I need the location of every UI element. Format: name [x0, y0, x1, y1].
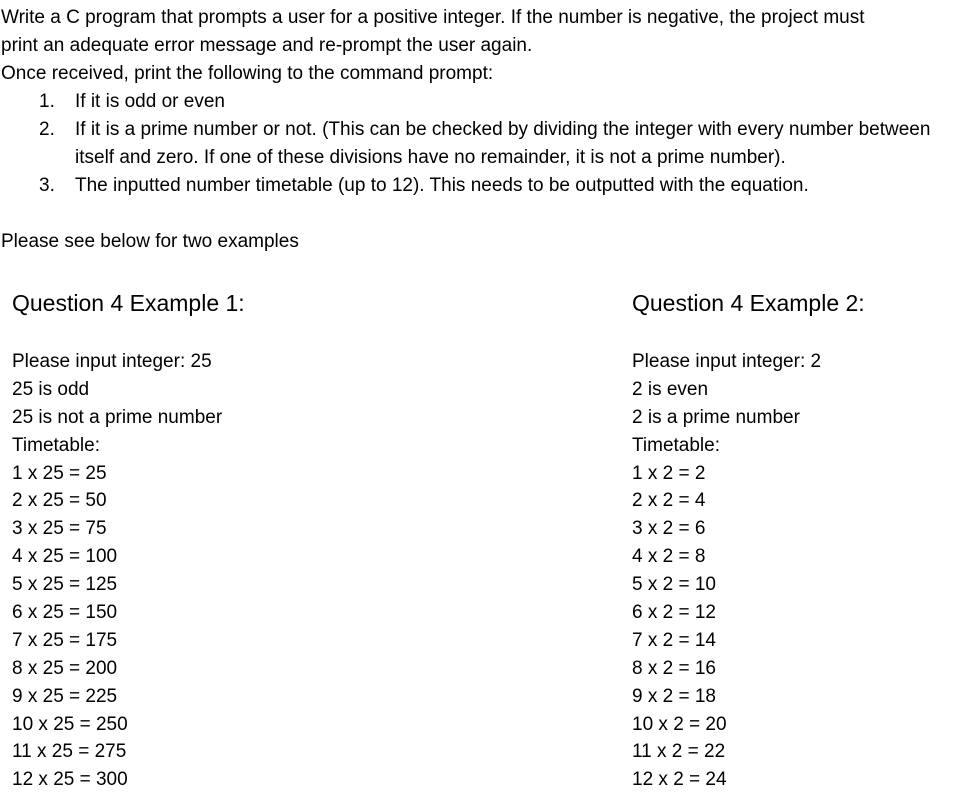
requirement-number: 2. — [39, 119, 55, 140]
output-line: 5 x 2 = 10 — [632, 574, 716, 596]
example-title: Question 4 Example 2: — [632, 290, 865, 316]
requirement-text: If it is odd or even — [75, 91, 225, 112]
example-1 — [12, 288, 245, 794]
example-output — [12, 348, 245, 794]
output-line: 9 x 2 = 18 — [632, 685, 716, 707]
output-line: Please input integer: 25 — [12, 351, 212, 372]
example-2 — [632, 288, 865, 794]
output-line: Timetable: — [12, 434, 100, 456]
requirement-number: 3. — [39, 175, 55, 196]
requirement-item — [1, 172, 971, 200]
output-line: Timetable: — [632, 434, 720, 456]
output-line: 3 x 25 = 75 — [12, 518, 107, 540]
output-line: 2 is a prime number — [632, 406, 800, 428]
output-line: 9 x 25 = 225 — [12, 685, 118, 707]
requirement-item — [1, 116, 971, 172]
output-line: 3 x 2 = 6 — [632, 518, 706, 540]
output-line: 25 is odd — [12, 378, 90, 400]
requirement-item — [1, 88, 971, 116]
output-line: 2 x 25 = 50 — [12, 490, 107, 512]
output-line: 2 x 2 = 4 — [632, 490, 706, 512]
example-title: Question 4 Example 1: — [12, 290, 245, 316]
output-line: 11 x 2 = 22 — [632, 741, 726, 763]
output-line: Please input integer: 2 — [632, 351, 822, 372]
output-line: 6 x 25 = 150 — [12, 602, 118, 624]
intro-line-3: Once received, print the following to the command prompt: — [1, 63, 494, 84]
assignment-intro — [1, 4, 971, 200]
requirement-text: The inputted number timetable (up to 12). This needs to be outputted with the equation. — [75, 175, 809, 196]
output-line: 10 x 25 = 250 — [12, 713, 128, 735]
example-output — [632, 348, 865, 794]
requirements-list — [1, 88, 971, 200]
output-line: 4 x 25 = 100 — [12, 546, 118, 568]
output-line: 7 x 2 = 14 — [632, 629, 716, 651]
output-line: 12 x 2 = 24 — [632, 769, 727, 791]
output-line: 12 x 25 = 300 — [12, 769, 128, 791]
output-line: 5 x 25 = 125 — [12, 574, 118, 596]
examples-intro: Please see below for two examples — [1, 231, 299, 252]
output-line: 4 x 2 = 8 — [632, 546, 706, 568]
output-line: 2 is even — [632, 378, 709, 400]
output-line: 25 is not a prime number — [12, 406, 223, 428]
intro-line-1: Write a C program that prompts a user for a positive integer. If the number is negative, the project must — [1, 7, 865, 28]
requirement-text: If it is a prime number or not. (This can be checked by dividing the integer with every number between itself and zero. If one of these divisions have no remainder, it is not a prime number). — [75, 119, 931, 168]
output-line: 10 x 2 = 20 — [632, 713, 727, 735]
requirement-number: 1. — [39, 91, 55, 112]
output-line: 8 x 2 = 16 — [632, 657, 716, 679]
output-line: 6 x 2 = 12 — [632, 602, 716, 624]
output-line: 1 x 2 = 2 — [632, 462, 706, 484]
output-line: 8 x 25 = 200 — [12, 657, 118, 679]
output-line: 1 x 25 = 25 — [12, 462, 107, 484]
output-line: 11 x 25 = 275 — [12, 741, 127, 763]
intro-line-2: print an adequate error message and re-prompt the user again. — [1, 35, 533, 56]
output-line: 7 x 25 = 175 — [12, 629, 118, 651]
